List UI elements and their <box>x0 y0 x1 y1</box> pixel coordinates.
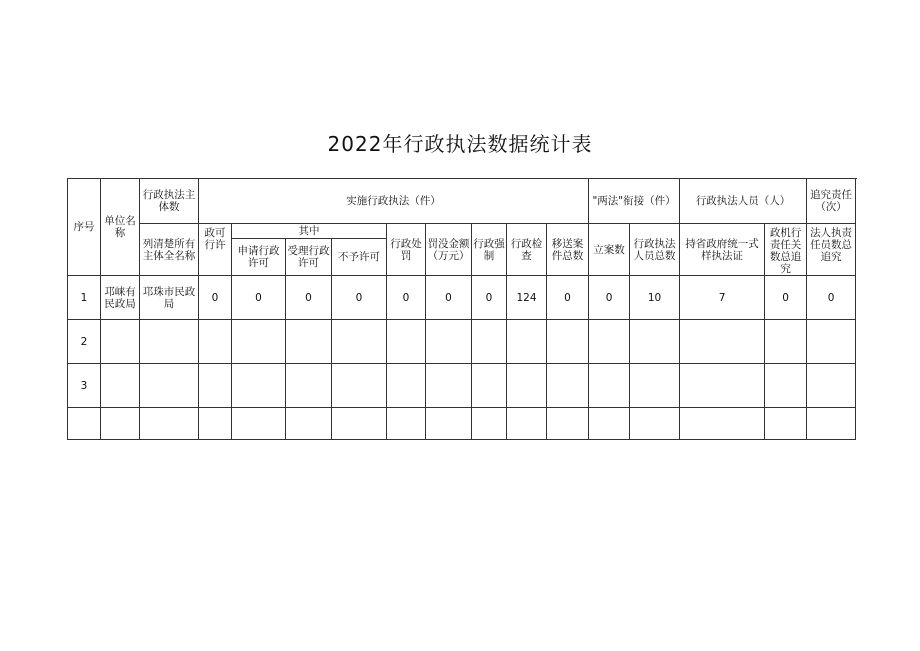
cell-permit <box>199 320 232 364</box>
header-seq: 序号 <box>68 179 101 276</box>
header-filed-cases: 立案数 <box>589 224 630 276</box>
cell-unit <box>101 364 140 408</box>
header-transfer-cases: 移送案件总数 <box>547 224 589 276</box>
cell-penalty <box>387 364 426 408</box>
cell-org-acc: 0 <box>765 276 807 320</box>
cell-permit: 0 <box>199 276 232 320</box>
cell-cert <box>680 364 765 408</box>
header-two-laws-group: "两法"衔接（件） <box>589 179 680 224</box>
cell-staff <box>630 408 680 440</box>
cell-subject <box>140 408 199 440</box>
cell-inspection: 124 <box>507 276 547 320</box>
cell-deny <box>332 320 387 364</box>
cell-filed <box>589 364 630 408</box>
cell-coercion <box>472 408 507 440</box>
cell-fine: 0 <box>426 276 472 320</box>
header-personnel-total: 行政执法人员总数 <box>630 224 680 276</box>
cell-deny <box>332 408 387 440</box>
cell-seq <box>68 408 101 440</box>
table-row <box>68 320 856 364</box>
cell-apply <box>232 320 286 364</box>
cell-fine <box>426 364 472 408</box>
header-permit: 政可行许 <box>199 224 232 276</box>
cell-inspection <box>507 320 547 364</box>
cell-inspection <box>507 364 547 408</box>
cell-apply: 0 <box>232 276 286 320</box>
cell-filed <box>589 320 630 364</box>
header-penalty: 行政处罚 <box>387 224 426 276</box>
header-row-1 <box>68 179 856 224</box>
header-apply-permit: 申请行政许可 <box>232 239 286 276</box>
cell-staff <box>630 364 680 408</box>
cell-deny: 0 <box>332 276 387 320</box>
cell-accept <box>286 408 332 440</box>
cell-deny <box>332 364 387 408</box>
header-person-accountability: 法人执责任员数总追究 <box>807 224 856 276</box>
cell-person-acc <box>807 408 856 440</box>
cell-coercion <box>472 320 507 364</box>
page-title: 2022年行政执法数据统计表 <box>327 132 593 156</box>
cell-transfer: 0 <box>547 276 589 320</box>
cell-unit <box>101 408 140 440</box>
cell-coercion: 0 <box>472 276 507 320</box>
header-row-2 <box>68 224 856 239</box>
cell-unit <box>101 320 140 364</box>
cell-accept: 0 <box>286 276 332 320</box>
cell-permit <box>199 408 232 440</box>
header-personnel-group: 行政执法人员（人） <box>680 179 807 224</box>
cell-permit <box>199 364 232 408</box>
header-certified: 持省政府统一式样执法证 <box>680 224 765 276</box>
header-among: 其中 <box>232 224 387 239</box>
header-org-accountability: 政机行责任关数总追究 <box>765 224 807 276</box>
header-subjects-group: 行政执法主体数 <box>140 179 199 224</box>
header-subjects-list: 列清楚所有主体全名称 <box>140 224 199 276</box>
cell-cert <box>680 320 765 364</box>
cell-staff: 10 <box>630 276 680 320</box>
cell-penalty: 0 <box>387 276 426 320</box>
cell-cert <box>680 408 765 440</box>
cell-seq: 3 <box>68 364 101 408</box>
header-unit-name: 单位名称 <box>101 179 140 276</box>
enforcement-table <box>67 178 856 440</box>
cell-transfer <box>547 320 589 364</box>
cell-transfer <box>547 364 589 408</box>
header-deny-permit: 不予许可 <box>332 239 387 276</box>
header-fine-amount: 罚没金额（万元） <box>426 224 472 276</box>
cell-person-acc: 0 <box>807 276 856 320</box>
table-row <box>68 408 856 440</box>
cell-accept <box>286 320 332 364</box>
cell-accept <box>286 364 332 408</box>
cell-filed: 0 <box>589 276 630 320</box>
cell-subject: 邛珠市民政局 <box>140 276 199 320</box>
header-inspection: 行政检查 <box>507 224 547 276</box>
cell-person-acc <box>807 320 856 364</box>
cell-coercion <box>472 364 507 408</box>
cell-subject <box>140 320 199 364</box>
table-row <box>68 364 856 408</box>
cell-staff <box>630 320 680 364</box>
header-enforcement-group: 实施行政执法（件） <box>199 179 589 224</box>
cell-subject <box>140 364 199 408</box>
cell-cert: 7 <box>680 276 765 320</box>
cell-penalty <box>387 320 426 364</box>
cell-apply <box>232 408 286 440</box>
cell-fine <box>426 408 472 440</box>
cell-org-acc <box>765 408 807 440</box>
cell-seq: 1 <box>68 276 101 320</box>
cell-apply <box>232 364 286 408</box>
cell-org-acc <box>765 364 807 408</box>
header-accept-permit: 受理行政许可 <box>286 239 332 276</box>
cell-seq: 2 <box>68 320 101 364</box>
cell-inspection <box>507 408 547 440</box>
cell-unit: 邛崃有民政局 <box>101 276 140 320</box>
cell-org-acc <box>765 320 807 364</box>
cell-penalty <box>387 408 426 440</box>
cell-filed <box>589 408 630 440</box>
header-accountability-group: 追究责任（次） <box>807 179 856 224</box>
cell-transfer <box>547 408 589 440</box>
cell-person-acc <box>807 364 856 408</box>
table-row <box>68 276 856 320</box>
header-coercion: 行政强制 <box>472 224 507 276</box>
cell-fine <box>426 320 472 364</box>
